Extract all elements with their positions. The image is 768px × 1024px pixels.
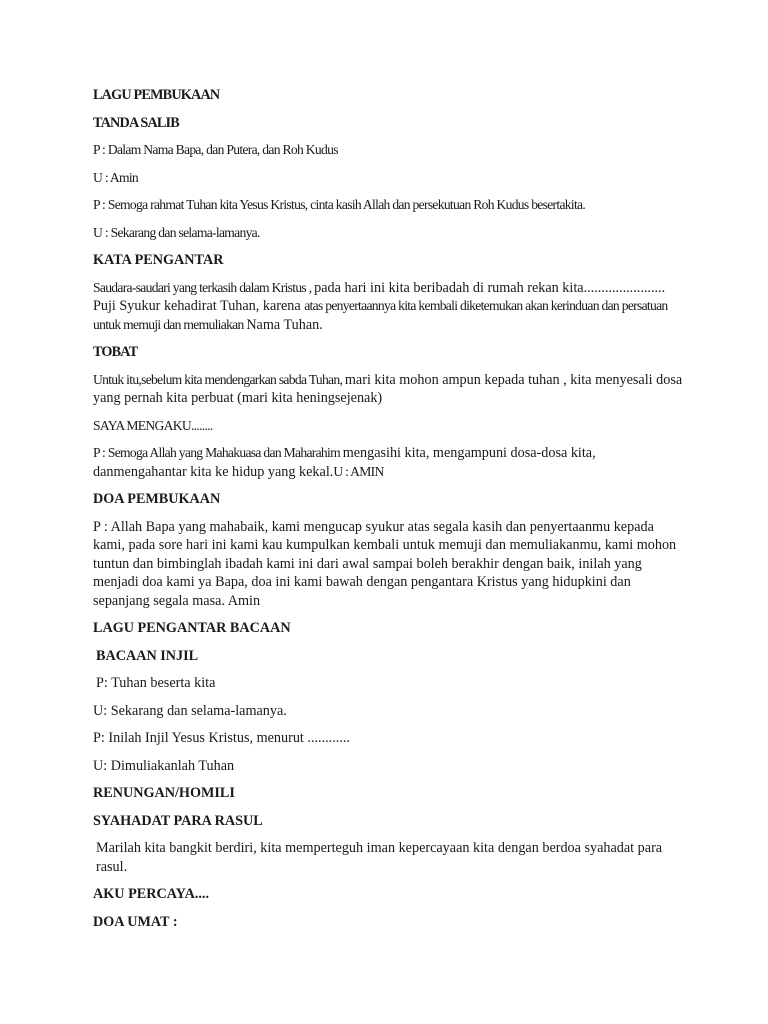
line-sekarang-selama: U: Sekarang dan selama-lamanya. xyxy=(93,702,287,719)
heading-bacaan-injil: BACAAN INJIL xyxy=(96,647,199,664)
text-run: atas penyertaannya kita kembali diketemukan akan kerinduan dan persatuan untuk memuji dan memuliakan xyxy=(93,298,668,332)
line-priest-rahmat: P : Semoga rahmat Tuhan kita Yesus Kristus, cinta kasih Allah dan persekutuan Roh Kudus besertakita. xyxy=(93,197,586,212)
line-priest-nama-bapa: P : Dalam Nama Bapa, dan Putera, dan Roh Kudus xyxy=(93,142,338,157)
heading-doa-umat: DOA UMAT : xyxy=(93,913,178,930)
text-run: pada hari ini kita beribadah di rumah rekan kita....................... Puji Syukur kehadirat Tuhan, karena xyxy=(93,279,666,314)
heading-lagu-pengantar-bacaan: LAGU PENGANTAR BACAAN xyxy=(93,620,291,636)
document-page xyxy=(93,86,683,940)
line-people-sekarang: U : Sekarang dan selama-lamanya. xyxy=(93,224,260,240)
heading-tobat: TOBAT xyxy=(93,344,138,360)
heading-syahadat: SYAHADAT PARA RASUL xyxy=(93,812,263,829)
heading-aku-percaya: AKU PERCAYA.... xyxy=(93,886,210,902)
paragraph-tobat xyxy=(93,371,683,408)
paragraph-absolution xyxy=(93,444,683,481)
text-run: P : Semoga Allah yang Mahakuasa dan Maharahim xyxy=(93,445,343,460)
text-run: mengasihi kita, mengampuni dosa-dosa kita, danmengahantar kita ke hidup yang kekal. xyxy=(93,445,596,480)
heading-lagu-pembukaan: LAGU PEMBUKAAN xyxy=(93,87,220,103)
paragraph-syahadat: Marilah kita bangkit berdiri, kita memperteguh iman kepercayaan kita dengan berdoa syahadat para rasul. xyxy=(96,840,663,875)
paragraph-doa-pembukaan: P : Allah Bapa yang mahabaik, kami mengucap syukur atas segala kasih dan penyertaanmu kepada kami, pada sore hari ini kami kau kumpulkan kembali untuk memuji dan memuliakanmu, kami mohon tuntun dan bimbinglah ibadah kami ini dari awal sampai boleh berakhir dengan baik, inilah yang menjadi doa kami ya Bapa, doa ini kami bawah dengan pengantara Kristus yang hidupkini dan sepanjang segala masa. Amin xyxy=(93,518,677,609)
text-run: Untuk itu,sebelum kita mendengarkan sabda Tuhan, xyxy=(93,371,345,387)
heading-renungan: RENUNGAN/HOMILI xyxy=(93,785,235,801)
heading-tanda-salib: TANDA SALIB xyxy=(93,114,179,131)
line-people-amin: U : Amin xyxy=(93,169,139,185)
text-run: Saudara-saudari yang terkasih dalam Kristus , xyxy=(93,279,315,295)
heading-kata-pengantar: KATA PENGANTAR xyxy=(93,252,224,268)
line-inilah-injil: P: Inilah Injil Yesus Kristus, menurut ............ xyxy=(93,730,350,746)
text-run: Nama Tuhan. xyxy=(246,316,323,333)
heading-doa-pembukaan: DOA PEMBUKAAN xyxy=(93,491,221,507)
line-saya-mengaku: SAYA MENGAKU........ xyxy=(93,417,213,433)
text-run: mari kita mohon ampun kepada tuhan , kita menyesali dosa yang pernah kita perbuat (mari kita heningsejenak) xyxy=(93,371,683,406)
line-dimuliakanlah: U: Dimuliakanlah Tuhan xyxy=(93,757,235,774)
paragraph-kata-pengantar xyxy=(93,279,683,335)
line-tuhan-beserta: P: Tuhan beserta kita xyxy=(96,675,216,691)
text-run: U : AMIN xyxy=(333,463,384,479)
